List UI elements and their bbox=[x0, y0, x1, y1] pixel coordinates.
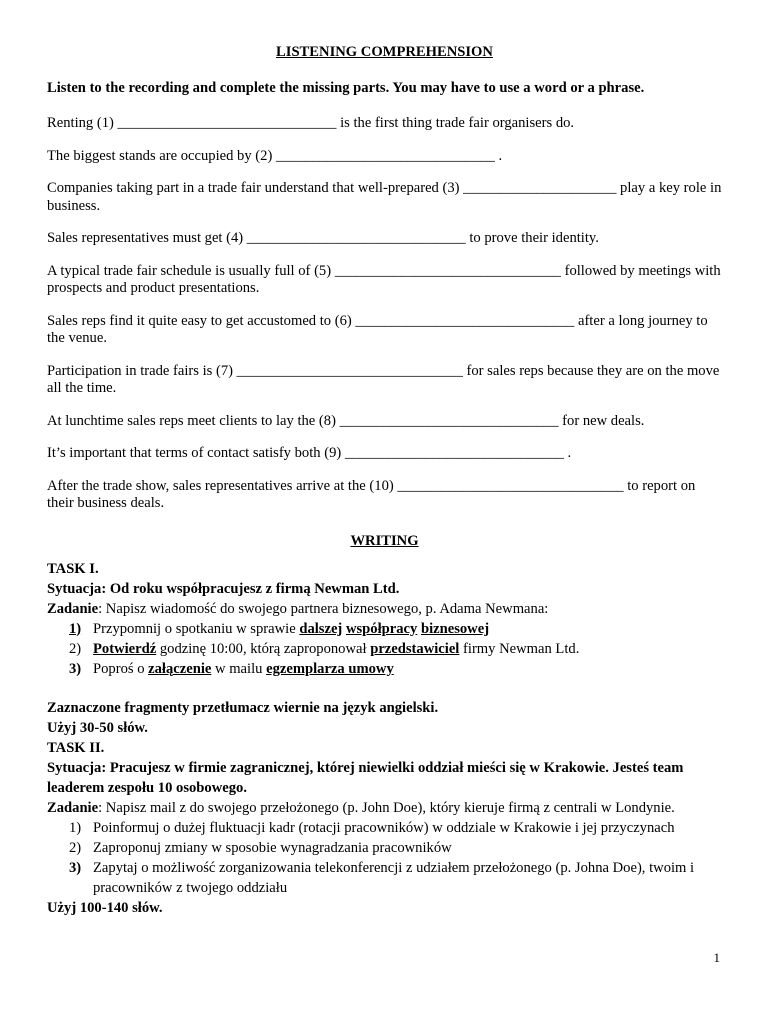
question-8: At lunchtime sales reps meet clients to lay the (8) ______________________________ for new deals. bbox=[47, 412, 645, 429]
task2-task bbox=[47, 798, 722, 818]
task1-item-1 bbox=[47, 619, 722, 639]
question-1: Renting (1) ______________________________ is the first thing trade fair organisers do. bbox=[47, 115, 575, 131]
question-5: A typical trade fair schedule is usually full of (5) _______________________________ followed by meetings with prospects and product presentations. bbox=[47, 262, 721, 296]
question-4: Sales representatives must get (4) ______________________________ to prove their identity. bbox=[47, 230, 599, 246]
highlighted-phrase: biznesowej bbox=[420, 620, 490, 637]
situation-label: Sytuacja: bbox=[47, 580, 107, 597]
question-7: Participation in trade fairs is (7) _______________________________ for sales reps because they are on the move all the time. bbox=[47, 362, 720, 396]
task2-item-2 bbox=[47, 838, 722, 858]
task-text: : Napisz wiadomość do swojego partnera biznesowego, p. Adama Newmana: bbox=[98, 600, 549, 617]
document-page bbox=[47, 42, 722, 918]
highlighted-phrase: egzemplarza umowy bbox=[266, 660, 394, 677]
question-3: Companies taking part in a trade fair understand that well-prepared (3) _____________________ play a key role in business. bbox=[47, 180, 722, 214]
question-9: It’s important that terms of contact satisfy both (9) ______________________________ . bbox=[47, 445, 572, 461]
task-text: : Napisz mail z do swojego przełożonego (p. John Doe), który kieruje firmą z centrali w Londynie. bbox=[98, 799, 675, 816]
listening-title: LISTENING COMPREHENSION bbox=[276, 44, 493, 60]
task1-items bbox=[47, 619, 722, 679]
item-text: godzinę 10:00, którą zaproponował bbox=[156, 640, 371, 657]
situation-label: Sytuacja: bbox=[47, 759, 107, 776]
highlighted-phrase: współpracy bbox=[345, 620, 418, 637]
question-10: After the trade show, sales representatives arrive at the (10) _______________________________ to report on their business deals. bbox=[47, 477, 696, 511]
task-label: Zadanie bbox=[47, 600, 99, 617]
page-number: 1 bbox=[713, 950, 720, 965]
question-2: The biggest stands are occupied by (2) ______________________________ . bbox=[47, 147, 503, 164]
task1-situation bbox=[47, 579, 722, 599]
item-text: Poinformuj o dużej fluktuacji kadr (rotacji pracowników) w oddziale w Krakowie i jej przyczynach bbox=[93, 819, 675, 836]
situation-text: Od roku współpracujesz z firmą Newman Ltd. bbox=[106, 580, 400, 597]
item-text: Zapytaj o możliwość zorganizowania telekonferencji z udziałem przełożonego (p. Johna Doe), twoim i pracowników z twojego oddziału bbox=[93, 859, 695, 896]
task2-word-count: Użyj 100-140 słów. bbox=[47, 899, 163, 916]
item-number: 3) bbox=[69, 859, 82, 876]
question-6: Sales reps find it quite easy to get accustomed to (6) ______________________________ after a long journey to the venue. bbox=[47, 312, 708, 346]
listening-instruction: Listen to the recording and complete the missing parts. You may have to use a word or a phrase. bbox=[47, 80, 645, 96]
task-label: Zadanie bbox=[47, 799, 99, 816]
writing-title: WRITING bbox=[350, 532, 419, 549]
task1-item-2 bbox=[47, 639, 722, 659]
task2-heading: TASK II. bbox=[47, 739, 105, 756]
item-text: Przypomnij o spotkaniu w sprawie bbox=[93, 620, 300, 637]
task1-item-3 bbox=[47, 659, 722, 679]
item-text: Poproś o bbox=[93, 660, 149, 677]
task1-heading: TASK I. bbox=[47, 560, 99, 577]
item-text: Zaproponuj zmiany w sposobie wynagradzania pracowników bbox=[93, 839, 452, 856]
item-number: 1) bbox=[69, 819, 82, 836]
task2-situation bbox=[47, 758, 722, 798]
task1-word-count: Użyj 30-50 słów. bbox=[47, 719, 148, 736]
item-number: 1) bbox=[69, 620, 82, 637]
situation-text: Pracujesz w firmie zagranicznej, której niewielki oddział mieści się w Krakowie. Jesteś team leaderem zespołu 10 osobowego. bbox=[47, 759, 684, 796]
task2-item-1 bbox=[47, 818, 722, 838]
task2-items bbox=[47, 818, 722, 898]
translate-note: Zaznaczone fragmenty przetłumacz wiernie na język angielski. bbox=[47, 699, 439, 716]
item-text: firmy Newman Ltd. bbox=[459, 640, 580, 657]
highlighted-phrase: Potwierdź bbox=[93, 640, 157, 657]
task2-item-3 bbox=[47, 858, 722, 898]
highlighted-phrase: dalszej bbox=[299, 620, 343, 637]
highlighted-phrase: załączenie bbox=[148, 660, 212, 677]
item-number: 3) bbox=[69, 660, 82, 677]
item-number: 2) bbox=[69, 839, 82, 856]
highlighted-phrase: przedstawiciel bbox=[370, 640, 460, 657]
item-text: w mailu bbox=[211, 660, 267, 677]
task1-task bbox=[47, 599, 722, 619]
item-number: 2) bbox=[69, 640, 82, 657]
